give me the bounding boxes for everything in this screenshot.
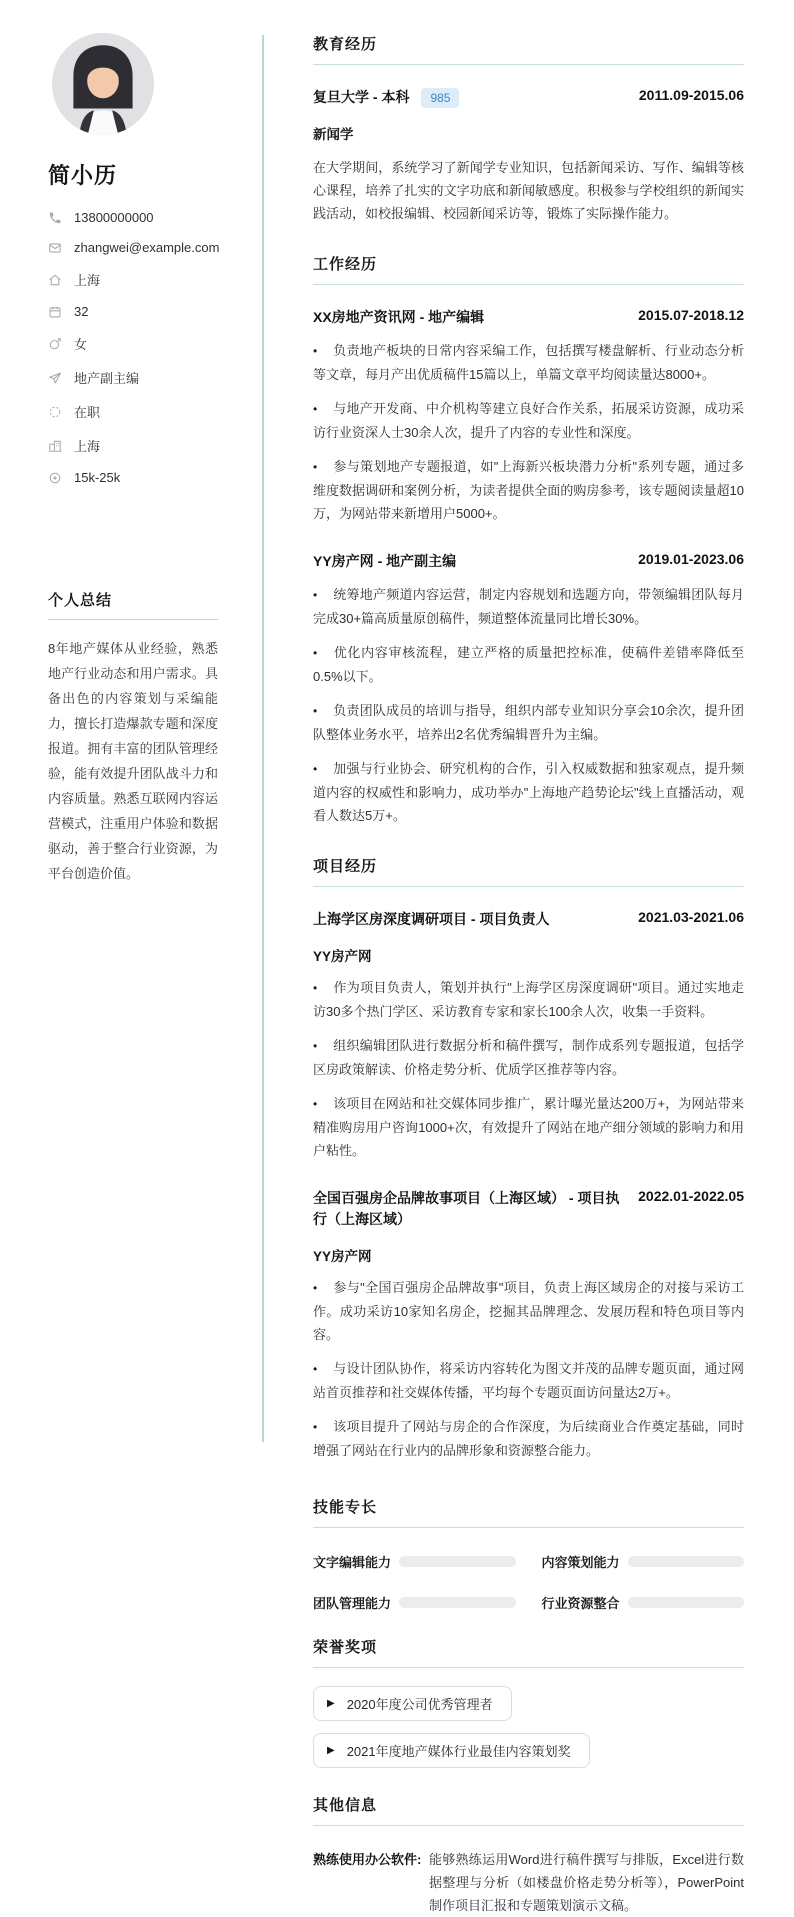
sidebar-divider — [262, 35, 264, 1442]
education-description: 在大学期间，系统学习了新闻学专业知识，包括新闻采访、写作、编辑等核心课程，培养了扎实的文字功底和新闻敏感度。积极参与学校组织的新闻实践活动，如校报编辑、校园新闻采访等，锻炼了实际操作能力。 — [313, 160, 744, 221]
skill-label: 行业资源整合 — [541, 1596, 620, 1611]
other-info-section-title: 其他信息 — [313, 1794, 744, 1826]
play-icon: ▶ — [327, 1697, 335, 1709]
work-section-title: 工作经历 — [313, 253, 744, 285]
work-bullet: • 负责团队成员的培训与指导，组织内部专业知识分享会10余次，提升团队整体业务水平，培养出2名优秀编辑晋升为主编。 — [313, 699, 744, 746]
bullet-dot-icon: • — [313, 1420, 318, 1434]
contact-city-value: 上海 — [74, 273, 101, 288]
project-bullet: • 参与"全国百强房企品牌故事"项目，负责上海区域房企的对接与采访工作。成功采访10家知名房企，挖掘其品牌理念、发展历程和特色项目等内容。 — [313, 1276, 744, 1346]
skill-item — [542, 1593, 745, 1612]
contact-phone — [48, 210, 218, 225]
work-bullets — [313, 583, 744, 827]
work-bullet: • 与地产开发商、中介机构等建立良好合作关系，拓展采访资源，成功采访行业资深人士30余人次，提升了内容的专业性和深度。 — [313, 397, 744, 444]
work-bullet: • 负责地产板块的日常内容采编工作，包括撰写楼盘解析、行业动态分析等文章，每月产出优质稿件15篇以上，单篇文章平均阅读量达8000+。 — [313, 339, 744, 386]
honor-text: 2021年度地产媒体行业最佳内容策划奖 — [346, 1744, 571, 1759]
work-bullet: • 加强与行业协会、研究机构的合作，引入权威数据和独家观点，提升频道内容的权威性和影响力，成功举办"上海地产趋势论坛"线上直播活动，观看人数达5万+。 — [313, 757, 744, 827]
contact-age — [48, 304, 218, 319]
work-bullet: • 优化内容审核流程，建立严格的质量把控标准，使稿件差错率降低至0.5%以下。 — [313, 641, 744, 688]
personal-summary-title: 个人总结 — [48, 589, 218, 620]
contact-job-intent — [48, 368, 218, 387]
contact-job-intent-value: 地产副主编 — [74, 371, 140, 386]
sidebar — [0, 0, 263, 1480]
contact-salary-value: 15k-25k — [74, 470, 121, 485]
contact-list — [48, 210, 218, 485]
bullet-dot-icon: • — [313, 460, 318, 474]
bullet-dot-icon: • — [313, 344, 318, 358]
other-info-label: 熟练使用办公软件: — [313, 1852, 422, 1867]
skill-bar — [399, 1597, 516, 1608]
bullet-dot-icon: • — [313, 646, 318, 660]
building-icon — [48, 439, 62, 453]
project-period: 2021.03-2021.06 — [638, 909, 744, 925]
honor-list — [313, 1686, 744, 1768]
project-period: 2022.01-2022.05 — [638, 1188, 744, 1204]
contact-age-value: 32 — [74, 304, 89, 319]
bullet-dot-icon: • — [313, 1362, 318, 1376]
contact-email-value: zhangwei@example.com — [74, 240, 220, 255]
skill-item — [313, 1552, 516, 1571]
profile-photo — [52, 33, 154, 135]
work-period: 2019.01-2023.06 — [638, 551, 744, 567]
work-company-role: YY房产网 - 地产副主编 — [313, 553, 457, 569]
phone-icon — [48, 211, 62, 225]
skill-label: 文字编辑能力 — [313, 1555, 392, 1570]
contact-gender — [48, 334, 218, 353]
education-section — [313, 33, 744, 225]
contact-gender-value: 女 — [74, 337, 88, 352]
paper-plane-icon — [48, 371, 62, 385]
contact-status — [48, 402, 218, 421]
calendar-icon — [48, 305, 62, 319]
education-major: 新闻学 — [313, 127, 354, 142]
personal-summary-text: 8年地产媒体从业经验，熟悉地产行业动态和用户需求。具备出色的内容策划与采编能力，擅长打造爆款专题和深度报道。拥有丰富的团队管理经验，能有效提升团队战斗力和内容质量。熟悉互联网内容运营模式，注重用户体验和数据驱动，善于整合行业资源，为平台创造价值。 — [48, 641, 218, 881]
project-bullets — [313, 1276, 744, 1462]
project-name: 全国百强房企品牌故事项目（上海区域） - 项目执行（上海区域） — [313, 1190, 620, 1227]
honors-section — [313, 1636, 744, 1768]
project-company: YY房产网 — [313, 949, 372, 964]
education-entry — [313, 87, 744, 225]
other-info-row — [313, 1848, 744, 1917]
target-icon — [48, 471, 62, 485]
honor-text: 2020年度公司优秀管理者 — [346, 1697, 493, 1712]
work-bullets — [313, 339, 744, 525]
project-entry — [313, 909, 744, 1162]
skill-bar — [399, 1556, 516, 1567]
work-section — [313, 253, 744, 827]
work-entry — [313, 551, 744, 827]
person-name: 简小历 — [48, 163, 118, 188]
bullet-dot-icon: • — [313, 402, 318, 416]
education-period: 2011.09-2015.06 — [638, 87, 744, 103]
home-icon — [48, 273, 62, 287]
projects-section-title: 项目经历 — [313, 855, 744, 887]
project-entry — [313, 1188, 744, 1462]
bullet-dot-icon: • — [313, 981, 318, 995]
work-company-role: XX房地产资讯网 - 地产编辑 — [313, 309, 485, 325]
work-period: 2015.07-2018.12 — [638, 307, 744, 323]
project-company: YY房产网 — [313, 1249, 372, 1264]
project-name: 上海学区房深度调研项目 - 项目负责人 — [313, 911, 550, 927]
gender-icon — [48, 337, 62, 351]
bullet-dot-icon: • — [313, 762, 318, 776]
skills-grid — [313, 1552, 744, 1612]
contact-work-city — [48, 436, 218, 455]
work-entry — [313, 307, 744, 525]
bullet-dot-icon: • — [313, 1097, 318, 1111]
skill-item — [542, 1552, 745, 1571]
skill-label: 团队管理能力 — [313, 1596, 392, 1611]
skills-section — [313, 1496, 744, 1612]
bullet-dot-icon: • — [313, 1039, 318, 1053]
contact-status-value: 在职 — [74, 405, 101, 420]
bullet-dot-icon: • — [313, 1281, 318, 1295]
status-circle-icon — [48, 405, 62, 419]
contact-salary — [48, 470, 218, 485]
bullet-dot-icon: • — [313, 588, 318, 602]
contact-work-city-value: 上海 — [74, 439, 101, 454]
project-bullet: • 该项目提升了网站与房企的合作深度，为后续商业合作奠定基础，同时增强了网站在行业内的品牌形象和资源整合能力。 — [313, 1415, 744, 1462]
project-bullets — [313, 976, 744, 1162]
other-info-text: 能够熟练运用Word进行稿件撰写与排版，Excel进行数据整理与分析（如楼盘价格走势分析等），PowerPoint制作项目汇报和专题策划演示文稿。 — [429, 1852, 744, 1913]
play-icon: ▶ — [327, 1744, 335, 1756]
avatar-illustration — [52, 33, 154, 135]
project-bullet: • 组织编辑团队进行数据分析和稿件撰写，制作成系列专题报道，包括学区房政策解读、价格走势分析、优质学区推荐等内容。 — [313, 1034, 744, 1081]
education-section-title: 教育经历 — [313, 33, 744, 65]
education-school: 复旦大学 - 本科 985 — [313, 87, 459, 108]
honor-item[interactable] — [313, 1686, 512, 1721]
skills-section-title: 技能专长 — [313, 1496, 744, 1528]
project-bullet: • 该项目在网站和社交媒体同步推广，累计曝光量达200万+，为网站带来精准购房用户咨询1000+次，有效提升了网站在地产细分领域的影响力和用户粘性。 — [313, 1092, 744, 1162]
honor-item[interactable] — [313, 1733, 590, 1768]
skill-item — [313, 1593, 516, 1612]
contact-phone-value: 13800000000 — [74, 210, 154, 225]
contact-email — [48, 240, 218, 255]
project-bullet: • 作为项目负责人，策划并执行"上海学区房深度调研"项目。通过实地走访30多个热门学区、采访教育专家和家长100余人次，收集一手资料。 — [313, 976, 744, 1023]
work-bullet: • 参与策划地产专题报道，如"上海新兴板块潜力分析"系列专题，通过多维度数据调研和案例分析，为读者提供全面的购房参考，该专题阅读量超10万，为网站带来新增用户5000+。 — [313, 455, 744, 525]
other-info-section — [313, 1794, 744, 1917]
bullet-dot-icon: • — [313, 704, 318, 718]
skill-label: 内容策划能力 — [541, 1555, 620, 1570]
work-bullet: • 统筹地产频道内容运营，制定内容规划和选题方向，带领编辑团队每月完成30+篇高质量原创稿件，频道整体流量同比增长30%。 — [313, 583, 744, 630]
mail-icon — [48, 241, 62, 255]
personal-summary-section — [48, 589, 218, 886]
honors-section-title: 荣誉奖项 — [313, 1636, 744, 1668]
skill-bar — [628, 1556, 745, 1567]
contact-city — [48, 270, 218, 289]
projects-section — [313, 855, 744, 1462]
school-985-badge: 985 — [421, 88, 459, 108]
main-content — [263, 0, 794, 1913]
skill-bar — [628, 1597, 745, 1608]
project-bullet: • 与设计团队协作，将采访内容转化为图文并茂的品牌专题页面，通过网站首页推荐和社交媒体传播，平均每个专题页面访问量达2万+。 — [313, 1357, 744, 1404]
